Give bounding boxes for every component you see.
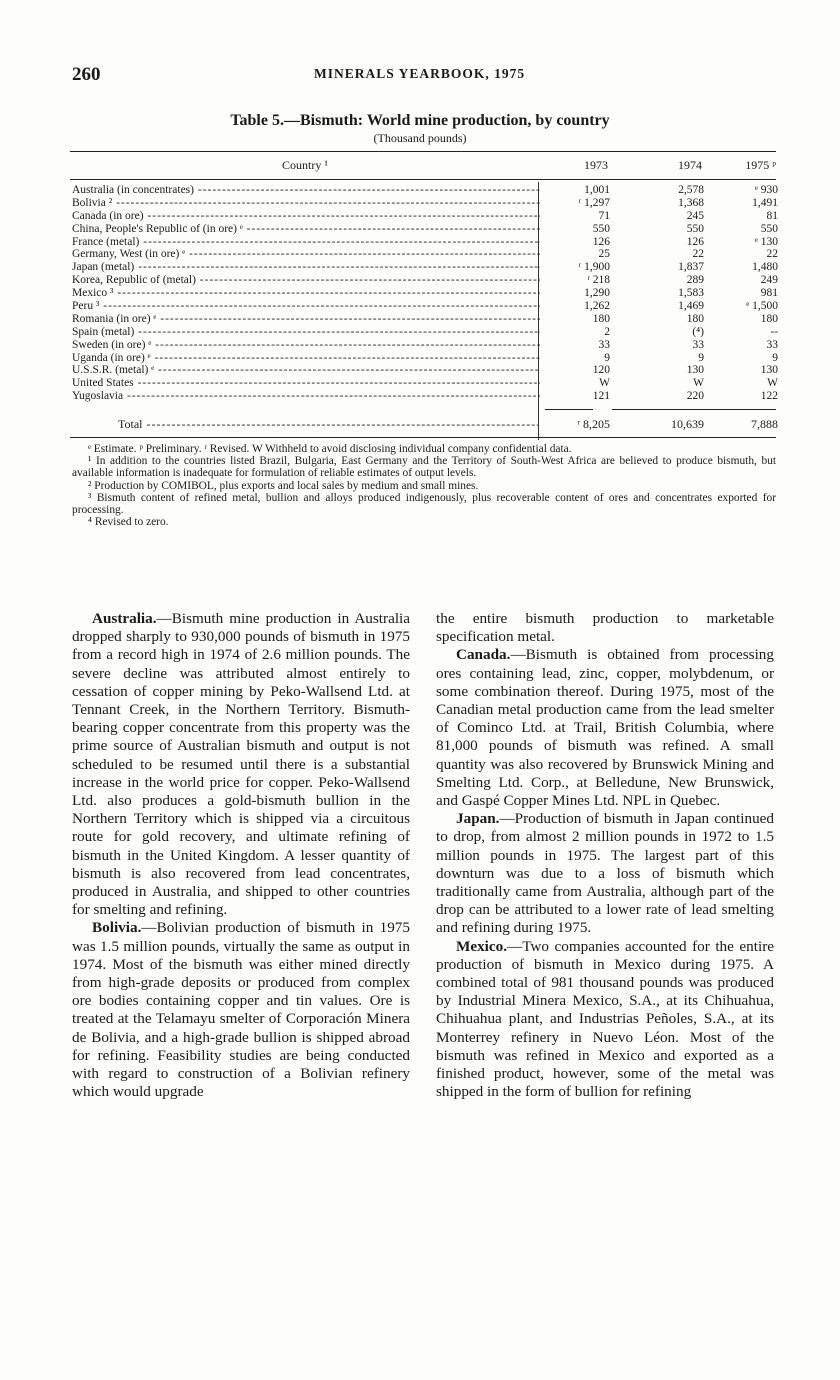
value-1974: 126 [686,235,704,248]
value-1975: 180 [760,312,778,325]
country-name: Spain (metal) ----- [72,326,540,339]
heading-mexico: Mexico. [456,937,508,955]
country-name: France (metal) ----- [72,236,540,249]
value-1974: 9 [698,351,704,364]
country-name: Bolivia ² ----- [72,197,540,210]
value-1973: 1,290 [584,287,610,300]
table-row [72,364,776,377]
footnote-3: ³ Bismuth content of refined metal, bullion and alloys produced indigenously, plus recoverable content of ores and concentrates exported for processing. [72,491,776,517]
heading-canada: Canada. [456,646,511,664]
value-1973: 121 [592,390,610,403]
total-1974: 10,639 [671,417,704,431]
country-name: Uganda (in ore) ᵉ ----- [72,352,540,365]
value-1975: 550 [760,222,778,235]
value-1973: 126 [592,235,610,248]
paragraph-bolivia [72,919,410,1101]
value-1973: ʳ 1,900 [578,261,610,274]
value-1973: 33 [598,338,610,351]
total-rule [545,409,593,410]
country-name: Sweden (in ore) ᵉ ----- [72,339,540,352]
value-1974: 289 [686,274,704,287]
value-1973: 120 [592,364,610,377]
table-row [72,313,776,326]
country-name: Mexico ³ ----- [72,287,540,300]
value-1974: 1,469 [678,300,704,313]
value-1975: 130 [760,364,778,377]
text-mexico: —Two companies accounted for the entire production of bismuth in Mexico during 1975. A combined total of 981 thousand pounds was produced by Industrial Minera Mexico, S.A., at its Chihuahua, Chihuahua plant, and Industrias Peñoles, S.A., at its Monterrey refinery in Nuevo Léon. Most of the bismuth was refined in Mexico and exported as a finished product, however, some of the metal was shipped in the form of bullion for refining [436,937,774,1101]
table-row [72,339,776,352]
paragraph-bolivia-continued: the entire bismuth production to marketable specification metal. [436,610,774,646]
value-1974: 550 [686,222,704,235]
body-column-right [436,610,774,1101]
country-name: Canada (in ore) ----- [72,210,540,223]
value-1975: 22 [766,248,778,261]
country-name: Romania (in ore) ᵉ ----- [72,313,540,326]
footnote-1: ¹ In addition to the countries listed Brazil, Bulgaria, East Germany and the Territory of South-West Africa are believed to produce bismuth, but available information is inadequate for formulation of reliable estimates of output levels. [72,455,776,480]
value-1973: 2 [604,325,610,338]
table-title: Table 5.—Bismuth: World mine production, by country [230,112,610,129]
column-header-country: Country ¹ [282,158,328,172]
text-japan: —Production of bismuth in Japan continued to drop, from almost 2 million pounds in 1972 to 1.5 million pounds in 1975. The largest part of this downturn was due to a loss of bismuth which traditionally came from Australia, although part of the drop can be attributed to a lower rate of lead smelting and refining during 1975. [436,810,774,937]
value-1975: 981 [760,287,778,300]
value-1974: 33 [692,338,704,351]
table-row [72,261,776,274]
paragraph-japan [436,810,774,937]
value-1974: (⁴) [692,325,704,338]
heading-bolivia: Bolivia. [92,919,142,937]
total-label: Total ----- [118,417,538,431]
country-name: U.S.S.R. (metal) ᵉ ----- [72,364,540,377]
paragraph-mexico [436,938,774,1102]
country-name: United States ----- [72,377,540,390]
value-1975: ᵉ 930 [754,184,778,196]
value-1975: -- [770,325,778,338]
value-1975: ᵉ 1,500 [746,300,778,313]
total-row [72,417,776,431]
value-1973: 9 [604,351,610,364]
value-1975: 1,480 [752,261,778,274]
text-canada: —Bismuth is obtained from processing ores containing lead, zinc, copper, molybdenum, or some combination thereof. During 1975, most of the Canadian metal production came from the lead smelter of Cominco Ltd. at Trail, British Columbia, where 81,000 pounds of bismuth was refined. A small quantity was also recovered by Brunswick Mining and Smelting Ltd. Corp., at Belledune, New Brunswick, and Gaspé Copper Mines Ltd. NPL in Quebec. [436,646,774,810]
total-1975: 7,888 [751,417,778,431]
column-header-1973: 1973 [584,158,608,172]
value-1973: 71 [598,209,610,222]
table-header-rule [70,179,776,180]
running-head: MINERALS YEARBOOK, 1975 [314,66,526,81]
value-1974: 1,368 [678,196,704,209]
value-1974: 245 [686,209,704,222]
footnote-legend: ᵉ Estimate. ᵖ Preliminary. ʳ Revised. W Withheld to avoid disclosing individual company confidential data. [88,443,572,455]
country-name: Korea, Republic of (metal) ----- [72,274,540,287]
value-1974: 180 [686,312,704,325]
value-1973: ʳ 1,297 [578,196,610,209]
value-1975: 81 [766,209,778,222]
value-1973: 180 [592,312,610,325]
value-1973: W [599,377,610,390]
table-row [72,223,776,236]
value-1973: 1,001 [584,184,610,196]
value-1975: ᵉ 130 [754,235,778,248]
table-bottom-rule [70,437,776,438]
value-1973: 550 [592,222,610,235]
country-name: Germany, West (in ore) ᵉ ----- [72,248,540,261]
text-bolivia: —Bolivian production of bismuth in 1975 was 1.5 million pounds, virtually the same as output in 1974. Most of the bismuth was either mined directly from high-grade deposits or produced from complex ore bodies containing copper and tin values. Ore is treated at the Telamayu smelter of Corporación Minera de Bolivia, and a high-grade bullion is shipped abroad for refining. Feasibility studies are being conducted with regard to construction of a Bolivian refinery which would upgrade [72,919,410,1101]
value-1973: ʳ 218 [587,274,610,287]
table-row [72,197,776,210]
value-1975: 9 [772,351,778,364]
table-row [72,377,776,390]
column-header-1975: 1975 ᵖ [745,158,776,172]
value-1975: W [767,377,778,390]
value-1975: 33 [766,338,778,351]
table-top-rule [70,151,776,152]
heading-australia: Australia. [92,610,157,627]
data-table [72,184,776,403]
table-footnotes [72,443,776,528]
value-1973: 25 [598,248,610,261]
table-row [72,390,776,403]
value-1973: 1,262 [584,300,610,313]
table-row [72,184,776,197]
paragraph-australia [72,610,410,919]
country-name: China, People's Republic of (in ore) ᵉ ----- [72,223,540,236]
table-row [72,352,776,365]
table-subtitle: (Thousand pounds) [373,131,467,145]
value-1974: 130 [686,364,704,377]
country-name: Australia (in concentrates) ----- [72,184,540,197]
value-1974: 1,583 [678,287,704,300]
value-1974: 22 [692,248,704,261]
value-1975: 249 [760,274,778,287]
page-number: 260 [72,64,101,85]
country-name: Japan (metal) ----- [72,261,540,274]
total-rule [612,409,776,410]
body-column-left [72,610,410,1101]
country-name: Yugoslavia ----- [72,390,540,403]
table-row [72,210,776,223]
footnote-2: ² Production by COMIBOL, plus exports and local sales by medium and small mines. [88,479,479,492]
value-1974: W [693,377,704,390]
paragraph-canada [436,646,774,810]
table-row [72,274,776,287]
column-header-1974: 1974 [678,158,702,172]
heading-japan: Japan. [456,810,500,828]
table-row [72,300,776,313]
value-1974: 1,837 [678,261,704,274]
country-name: Peru ³ ----- [72,300,540,313]
table-row [72,326,776,339]
value-1975: 122 [760,390,778,403]
table-row [72,287,776,300]
text-australia: —Bismuth mine production in Australia dropped sharply to 930,000 pounds of bismuth in 1975 from a record high in 1974 of 2.6 million pounds. The severe decline was attributed almost entirely to cessation of copper mining by Peko-Wallsend Ltd. at Tennant Creek, in the Northern Territory. Bismuth-bearing copper concentrate from this property was the prime source of Australian bismuth and output is not scheduled to be resumed until there is a substantial increase in the world price for copper. Peko-Wallsend Ltd. also produces a gold-bismuth bullion in the Northern Territory which is shipped via a circuitous route for gold recovery, and ultimate refining of bismuth in the United Kingdom. A lesser quantity of bismuth is also recovered from lead concentrates, produced in Australia, and shipped to other countries for smelting and refining. [72,610,410,919]
table-row [72,248,776,261]
footnote-4: ⁴ Revised to zero. [88,516,169,529]
table-row [72,236,776,249]
total-1973: ʳ 8,205 [577,417,610,431]
value-1974: 2,578 [678,184,704,196]
value-1974: 220 [686,390,704,403]
value-1975: 1,491 [752,196,778,209]
